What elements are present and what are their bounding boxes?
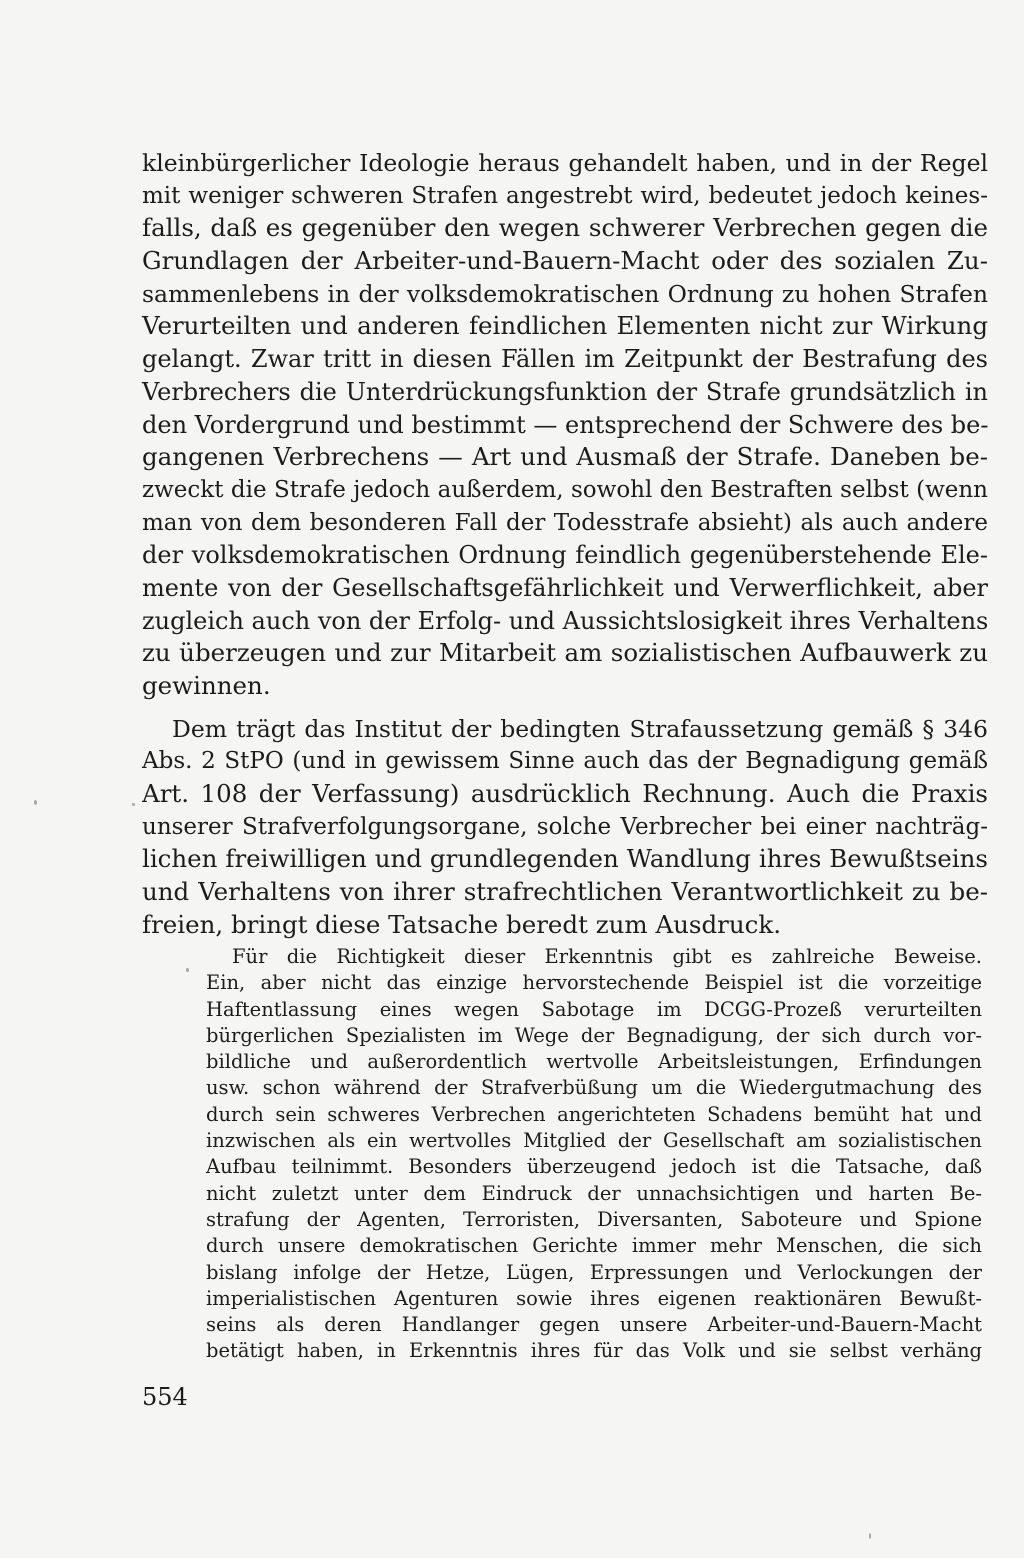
text-line: zu überzeugen und zur Mitarbeit am sozialistischen Aufbauwerk zu	[142, 638, 988, 668]
small-print-line: bildliche und außerordentlich wertvolle Arbeitsleistungen, Erfindungen	[206, 1050, 982, 1074]
text-line: der volksdemokratischen Ordnung feindlich gegenüberstehende Ele-	[142, 541, 988, 570]
text-line: den Vordergrund und bestimmt — entsprechend der Schwere des be-	[142, 410, 989, 439]
small-print-line: usw. schon während der Strafverbüßung um die Wiedergutmachung des	[206, 1076, 982, 1100]
small-print-line: Ein, aber nicht das einzige hervorstechende Beispiel ist die vorzeitige	[206, 971, 982, 995]
text-line: man von dem besonderen Fall der Todesstrafe absieht) als auch andere	[142, 509, 988, 536]
text-line: Grundlagen der Arbeiter-und-Bauern-Macht oder des sozialen Zu-	[142, 246, 988, 276]
small-print-line: Haftentlassung eines wegen Sabotage im DCGG-Prozeß verurteilten	[206, 997, 982, 1021]
paragraph-2	[142, 713, 988, 942]
small-print-line: inzwischen als ein wertvolles Mitglied der Gesellschaft am sozialistischen	[206, 1129, 982, 1153]
text-line: freien, bringt diese Tatsache beredt zum Ausdruck.	[142, 909, 782, 939]
small-print-line: bislang infolge der Hetze, Lügen, Erpressungen und Verlockungen der	[206, 1260, 982, 1284]
text-line: gewinnen.	[142, 671, 271, 700]
small-print-line: durch sein schweres Verbrechen angerichteten Schadens bemüht hat und	[206, 1102, 982, 1126]
small-print-line: seins als deren Handlanger gegen unsere Arbeiter-und-Bauern-Macht	[206, 1313, 982, 1337]
text-line: unserer Strafverfolgungsorgane, solche Verbrecher bei einer nachträg-	[142, 813, 988, 840]
paper-speck	[34, 800, 37, 805]
text-line: kleinbürgerlicher Ideologie heraus gehandelt haben, und in der Regel	[142, 149, 988, 177]
small-print-line: betätigt haben, in Erkenntnis ihres für das Volk und sie selbst verhäng	[206, 1339, 982, 1363]
text-line: lichen freiwilligen und grundlegenden Wandlung ihres Bewußtseins	[142, 844, 988, 874]
small-print-line: Für die Richtigkeit dieser Erkenntnis gibt es zahlreiche Beweise.	[232, 945, 982, 968]
page-number: 554	[142, 1383, 188, 1411]
text-line: gangenen Verbrechens — Art und Ausmaß der Strafe. Daneben be-	[142, 442, 988, 472]
text-line: sammenlebens in der volksdemokratischen Ordnung zu hohen Strafen	[142, 279, 988, 308]
text-line: mente von der Gesellschaftsgefährlichkeit und Verwerflichkeit, aber	[142, 573, 988, 602]
small-print-line: Aufbau teilnimmt. Besonders überzeugend jedoch ist die Tatsache, daß	[206, 1155, 982, 1179]
text-line: Verbrechers die Unterdrückungsfunktion der Strafe grundsätzlich in	[142, 377, 988, 406]
text-line: zugleich auch von der Erfolg- und Aussichtslosigkeit ihres Verhaltens	[142, 606, 989, 635]
text-line: Verurteilten und anderen feindlichen Elementen nicht zur Wirkung	[142, 311, 988, 341]
text-line: falls, daß es gegenüber den wegen schwerer Verbrechen gegen die	[142, 213, 988, 243]
text-line: und Verhaltens von ihrer strafrechtlichen Verantwortlichkeit zu be-	[142, 877, 988, 907]
text-line: mit weniger schweren Strafen angestrebt wird, bedeutet jedoch keines-	[142, 182, 988, 209]
main-text	[142, 147, 988, 942]
small-print-line: bürgerlichen Spezialisten im Wege der Begnadigung, der sich durch vor-	[206, 1023, 982, 1047]
paper-speck	[869, 1533, 871, 1539]
small-print-line: imperialistischen Agenturen sowie ihres eigenen reaktionären Bewußt-	[206, 1286, 982, 1310]
text-line: gelangt. Zwar tritt in diesen Fällen im Zeitpunkt der Bestrafung des	[142, 345, 988, 374]
small-print-line: strafung der Agenten, Terroristen, Diversanten, Saboteure und Spione	[206, 1207, 982, 1231]
small-print-line: durch unsere demokratischen Gerichte immer mehr Menschen, die sich	[206, 1234, 982, 1258]
text-line: Art. 108 der Verfassung) ausdrücklich Rechnung. Auch die Praxis	[142, 779, 988, 809]
paper-speck	[132, 803, 135, 806]
small-print-line: nicht zuletzt unter dem Eindruck der unnachsichtigen und harten Be-	[206, 1181, 982, 1205]
paragraph-1	[142, 147, 988, 703]
text-line: Dem trägt das Institut der bedingten Strafaussetzung gemäß § 346	[172, 714, 988, 743]
paragraph-gap	[142, 703, 988, 713]
paper-speck	[186, 968, 189, 972]
small-print-block	[206, 944, 982, 1365]
text-line: Abs. 2 StPO (und in gewissem Sinne auch das der Begnadigung gemäß	[142, 748, 988, 775]
text-line: zweckt die Strafe jedoch außerdem, sowohl den Bestraften selbst (wenn	[142, 476, 988, 503]
